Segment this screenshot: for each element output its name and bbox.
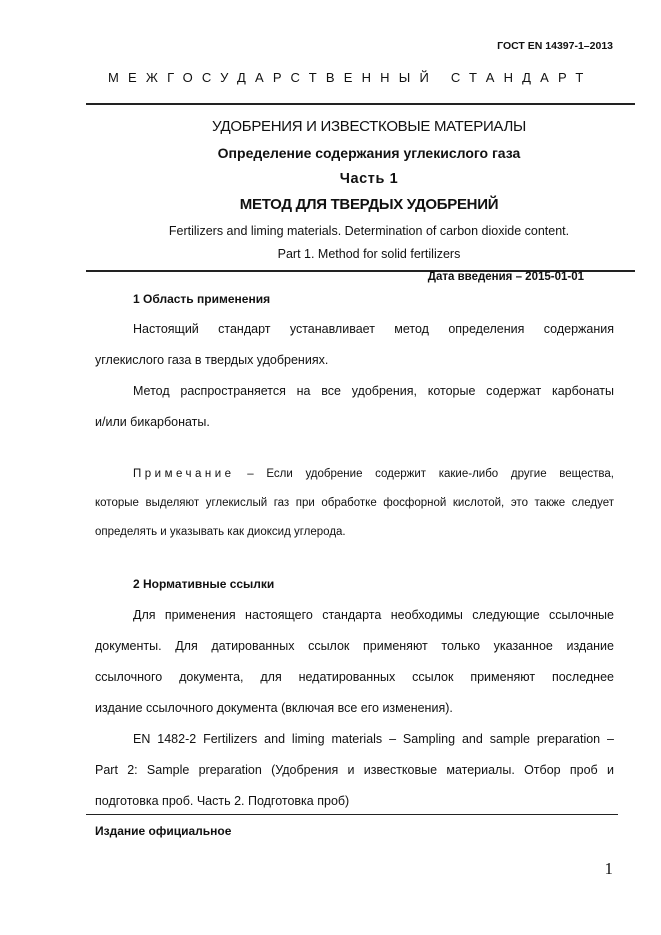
note-label: Примечание <box>133 468 235 480</box>
title-line-2: Определение содержания углекислого газа <box>217 145 521 161</box>
page-number: 1 <box>604 859 613 878</box>
title-english-1: Fertilizers and liming materials. Determination of carbon dioxide content. <box>168 224 570 238</box>
official-edition-label: Издание официальное <box>95 824 232 838</box>
interstate-standard-label: МЕЖГОСУДАРСТВЕННЫЙ СТАНДАРТ <box>108 70 593 85</box>
top-divider <box>86 103 635 105</box>
section-2-paragraph-1-line-4: издание ссылочного документа (включая все его изменения). <box>95 701 453 715</box>
section-1-paragraph-1-line-1: Настоящий стандарт устанавливает метод определения содержания <box>133 322 614 336</box>
document-code: ГОСТ EN 14397-1–2013 <box>497 40 613 52</box>
title-part: Часть 1 <box>339 171 399 187</box>
note-line-1 <box>133 468 614 480</box>
note-line-3: определять и указывать как диоксид углерода. <box>95 526 346 538</box>
introduction-date: Дата введения – 2015-01-01 <box>427 271 584 283</box>
section-2-heading: 2 Нормативные ссылки <box>133 577 275 591</box>
title-line-4: МЕТОД ДЛЯ ТВЕРДЫХ УДОБРЕНИЙ <box>239 196 499 213</box>
section-2-reference-line-3: подготовка проб. Часть 2. Подготовка проб) <box>95 794 350 808</box>
section-1-paragraph-2-line-1: Метод распространяется на все удобрения, которые содержат карбонаты <box>133 384 614 398</box>
footer-divider <box>86 814 618 815</box>
section-2-paragraph-1-line-3: ссылочного документа, для недатированных ссылок применяют последнее <box>95 670 614 684</box>
title-line-1: УДОБРЕНИЯ И ИЗВЕСТКОВЫЕ МАТЕРИАЛЫ <box>212 118 526 135</box>
section-1-paragraph-1-line-2: углекислого газа в твердых удобрениях. <box>95 353 329 367</box>
section-2-paragraph-1-line-1: Для применения настоящего стандарта необходимы следующие ссылочные <box>133 608 614 622</box>
note-text-start: – Если удобрение содержит какие-либо другие вещества, <box>247 468 614 480</box>
section-2-reference-line-1: EN 1482-2 Fertilizers and liming materials – Sampling and sample preparation – <box>133 732 614 746</box>
section-1-heading: 1 Область применения <box>133 292 271 306</box>
title-english-2: Part 1. Method for solid fertilizers <box>277 247 461 261</box>
section-2-paragraph-1-line-2: документы. Для датированных ссылок применяют только указанное издание <box>95 639 614 653</box>
note-line-2: которые выделяют углекислый газ при обработке фосфорной кислотой, это также следует <box>95 497 614 509</box>
section-1-paragraph-2-line-2: и/или бикарбонаты. <box>95 415 210 429</box>
section-2-reference-line-2: Part 2: Sample preparation (Удобрения и известковые материалы. Отбор проб и <box>95 763 614 777</box>
